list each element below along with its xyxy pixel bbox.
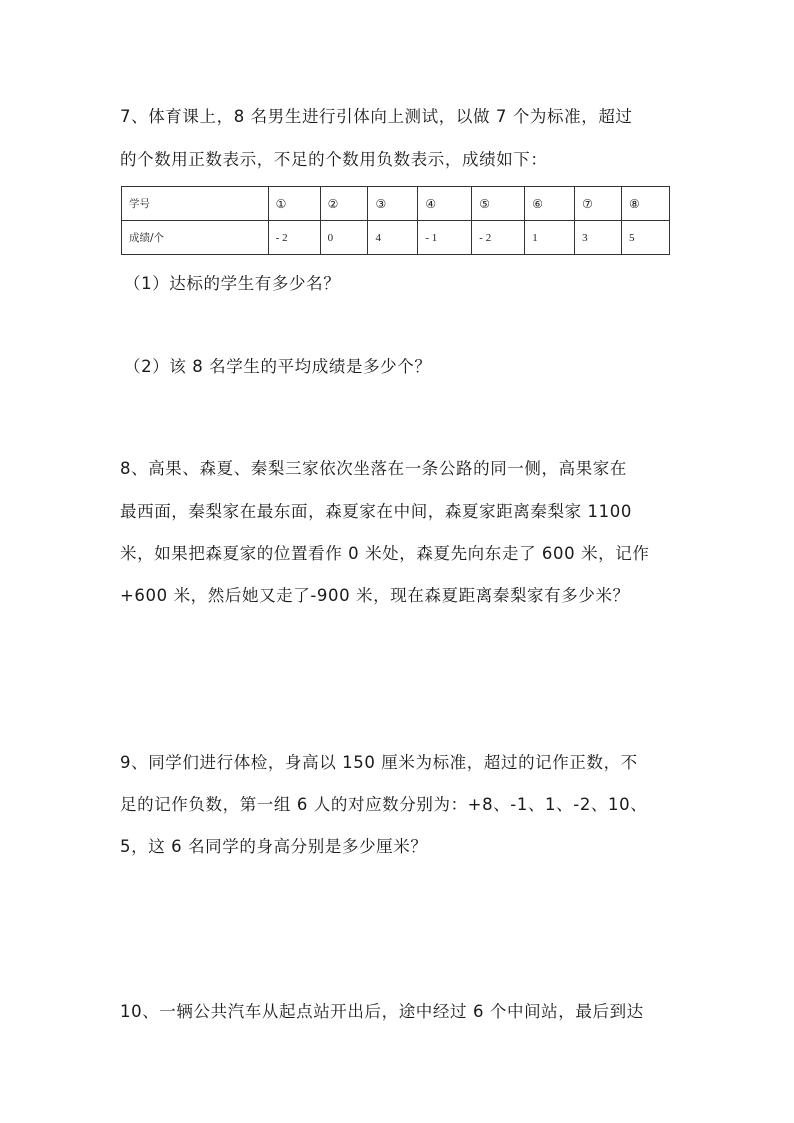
table-row-scores — [122, 221, 670, 255]
score-cell: - 1 — [418, 221, 472, 255]
q7-part-2: （2）该 8 名学生的平均成绩是多少个？ — [124, 357, 432, 376]
student-id-cell: ② — [320, 187, 368, 221]
student-id-cell: ① — [268, 187, 320, 221]
student-id-cell: ③ — [368, 187, 418, 221]
score-cell: - 2 — [472, 221, 525, 255]
q8-line-2: 最西面，秦梨家在最东面，森夏家在中间，森夏家距离秦梨家 1100 — [120, 502, 632, 521]
row-label-score: 成绩/个 — [122, 221, 269, 255]
q9-line-3: 5，这 6 名同学的身高分别是多少厘米？ — [120, 837, 428, 856]
score-cell: 4 — [368, 221, 418, 255]
student-id-cell: ⑧ — [622, 187, 670, 221]
q7-part-1: （1）达标的学生有多少名？ — [124, 274, 341, 293]
row-label-student-id: 学号 — [122, 187, 269, 221]
score-cell: 1 — [525, 221, 575, 255]
q9-line-1: 9、同学们进行体检，身高以 150 厘米为标准，超过的记作正数，不 — [120, 753, 638, 772]
score-table — [121, 186, 670, 255]
score-cell: - 2 — [268, 221, 320, 255]
q8-line-4: +600 米，然后她又走了-900 米，现在森夏距离秦梨家有多少米？ — [120, 586, 630, 605]
student-id-cell: ⑤ — [472, 187, 525, 221]
student-id-cell: ④ — [418, 187, 472, 221]
score-cell: 0 — [320, 221, 368, 255]
q10-line-1: 10、一辆公共汽车从起点站开出后，途中经过 6 个中间站，最后到达 — [120, 1002, 644, 1021]
q8-line-3: 米，如果把森夏家的位置看作 0 米处，森夏先向东走了 600 米，记作 — [120, 544, 650, 563]
table-row-student-ids — [122, 187, 670, 221]
q9-line-2: 足的记作负数，第一组 6 人的对应数分别为：+8、-1、1、-2、10、 — [120, 795, 648, 814]
student-id-cell: ⑥ — [525, 187, 575, 221]
q8-line-1: 8、高果、森夏、秦梨三家依次坐落在一条公路的同一侧，高果家在 — [120, 459, 627, 478]
q7-line-2: 的个数用正数表示，不足的个数用负数表示，成绩如下： — [120, 150, 548, 169]
student-id-cell: ⑦ — [575, 187, 622, 221]
score-cell: 3 — [575, 221, 622, 255]
q7-line-1: 7、体育课上，8 名男生进行引体向上测试，以做 7 个为标准，超过 — [120, 107, 633, 126]
score-cell: 5 — [622, 221, 670, 255]
